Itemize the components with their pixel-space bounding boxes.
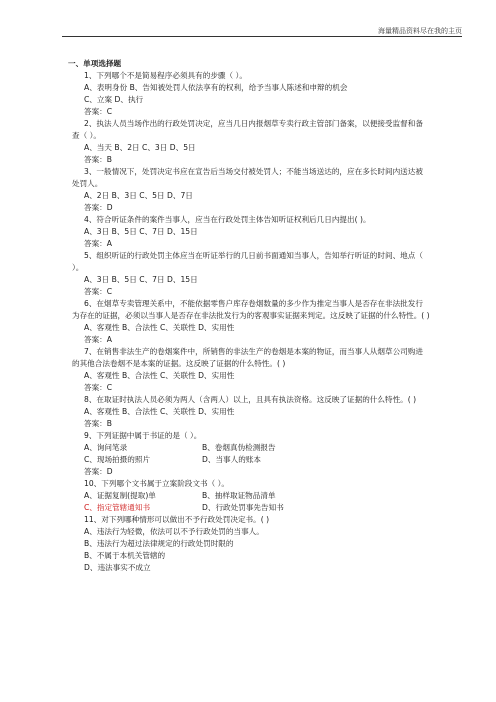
question-10-option-c: C、指定管辖通知书 [84,503,151,512]
question-10-options-row-1 [72,490,430,502]
question-4: 4、符合听证条件的案件当事人，应当在行政处罚主体告知听证权利后几日内提出( )。 [84,215,371,224]
question-11-option-b: B、违法行为超过法律规定的行政处罚时限的 [84,539,234,548]
question-1-options-2: C、立案 D、执行 [84,95,144,104]
question-7-answer: 答案：C [84,383,113,392]
question-1: 1、下列哪个不是简易程序必须具有的步骤（ ）。 [84,71,247,80]
question-6-options: A、客观性 B、合法性 C、关联性 D、实用性 [84,323,235,332]
question-9-option-c: C、现场拍摄的照片 [84,455,151,464]
question-7-options: A、客观性 B、合法性 C、关联性 D、实用性 [84,371,235,380]
question-10-option-a: A、证据复制(提取)单 [84,491,156,500]
question-8-options: A、客观性 B、合法性 C、关联性 D、实用性 [84,407,235,416]
question-9-option-a: A、询问笔录 [84,443,128,452]
question-6: 6、在烟草专卖管理关系中，不能依据零售户库存卷烟数量的多少作为推定当事人是否存在非法批发行为存在的证据，必须以当事人是否存在非法批发行为的客观事实证据来判定。这反映了证据的什么特性。( ) [72,299,430,320]
question-5: 5、组织听证的行政处罚主体应当在听证举行的几日前书面通知当事人，告知举行听证的时间、地点（ ）。 [72,251,423,272]
question-10-option-b: B、抽样取证物品清单 [202,491,276,500]
header-divider [62,36,462,37]
question-1-options: A、表明身份 B、告知被处罚人依法享有的权利，给予当事人陈述和申辩的机会 [84,83,348,92]
question-8-answer: 答案：B [84,419,112,428]
question-11-option-d: D、违法事实不成立 [84,563,151,572]
question-2-options: A、当天 B、2日 C、3日 D、5日 [84,143,196,152]
question-9: 9、下列证据中属于书证的是（ ）。 [84,431,202,440]
question-5-answer: 答案：C [84,287,113,296]
question-6-answer: 答案：A [84,335,112,344]
question-10-options-row-2 [72,502,430,514]
question-1-answer: 答案：C [84,107,113,116]
question-3-options: A、2日 B、3日 C、5日 D、7日 [84,191,193,200]
question-3: 3、一般情况下，处罚决定书应在宣告后当场交付被处罚人；不能当场送达的，应在多长时间内送达被处罚人。 [72,167,423,188]
question-7: 7、在销售非法生产的卷烟案件中，所销售的非法生产的卷烟是本案的物证，而当事人从烟草公司购进的其他合法卷烟不是本案的证据。这反映了证据的什么特性。( ) [72,347,423,368]
question-11: 11、对下列哪种情形可以做出不予行政处罚决定书。( ) [84,515,270,524]
question-11-option-a: A、违法行为轻微，依法可以不予行政处罚的当事人。 [84,527,264,536]
question-10: 10、下列哪个文书属于立案阶段文书（ ）。 [84,479,229,488]
question-9-options-row-1 [72,442,430,454]
question-3-answer: 答案：D [84,203,113,212]
question-4-answer: 答案：A [84,239,112,248]
question-9-options-row-2 [72,454,430,466]
question-4-options: A、3日 B、5日 C、7日 D、15日 [84,227,198,236]
question-9-option-d: D、当事人的账本 [202,455,262,464]
question-8: 8、在取证时执法人员必须为两人（含两人）以上，且具有执法资格。这反映了证据的什么特性。( ) [84,395,417,404]
page-header: 海量精品资料尽在我的主页 [378,27,462,35]
question-2-answer: 答案：B [84,155,112,164]
section-title: 一、单项选择题 [68,59,122,68]
question-9-option-b: B、卷烟真伪检测报告 [202,443,276,452]
question-10-option-d: D、行政处罚事先告知书 [202,503,284,512]
question-2: 2、执法人员当场作出的行政处罚决定，应当几日内报烟草专卖行政主管部门备案，以便接受监督和备查（ ）。 [72,119,423,140]
document-body [68,58,430,574]
question-11-option-c: B、不属于本机关管辖的 [84,551,166,560]
question-5-options: A、3日 B、5日 C、7日 D、15日 [84,275,198,284]
question-9-answer: 答案：D [84,467,113,476]
